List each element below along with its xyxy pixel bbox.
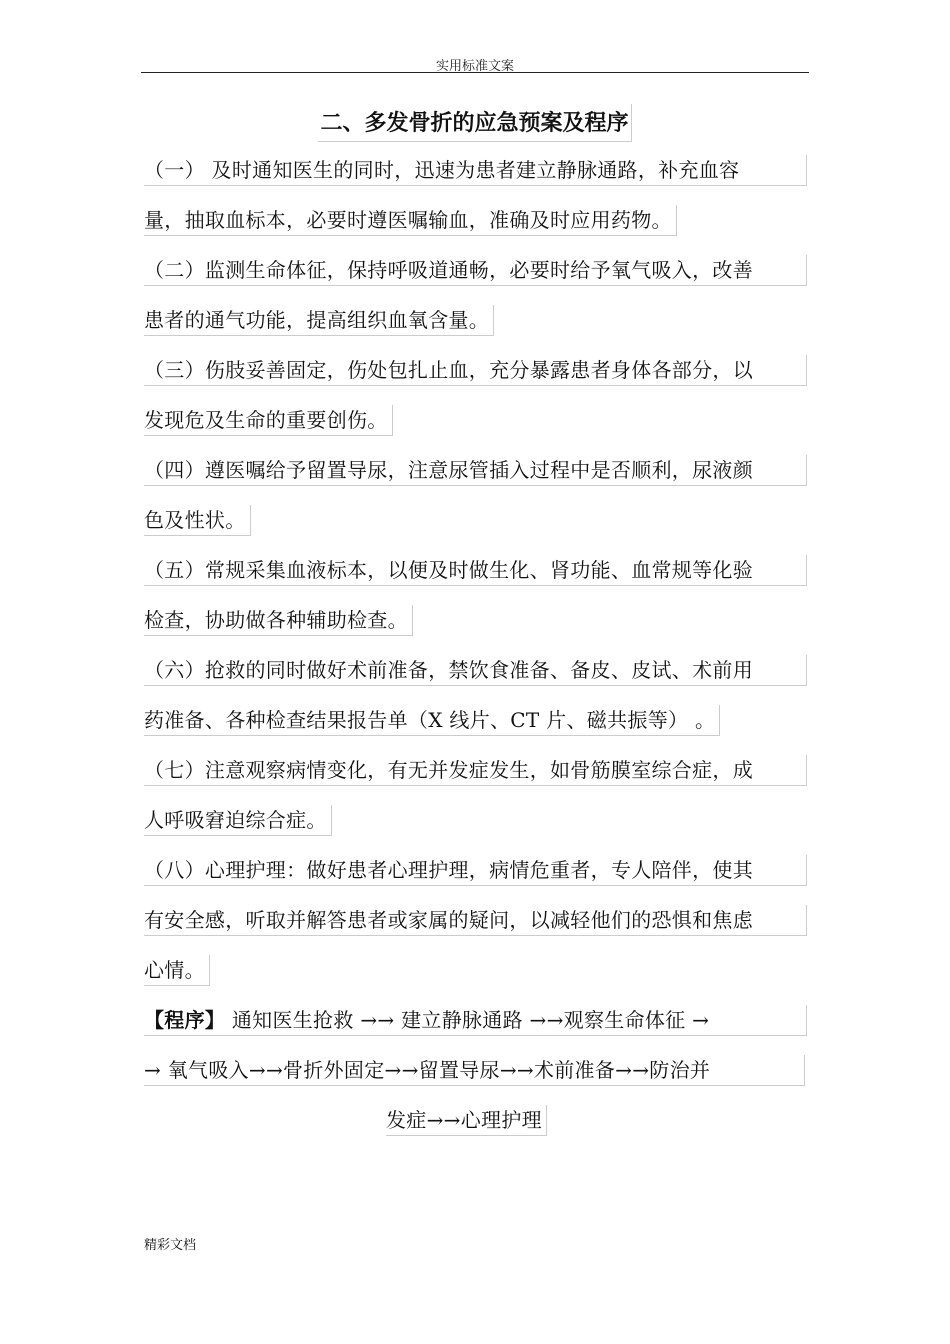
paragraph-line-12: 药准备、各种检查结果报告单（X 线片、CT 片、磁共振等） 。 xyxy=(144,705,720,736)
paragraph-line-5: （三）伤肢妥善固定，伤处包扎止血，充分暴露患者身体各部分，以 xyxy=(144,355,807,386)
page-header: 实用标准文案 xyxy=(435,59,514,74)
paragraph-line-13: （七）注意观察病情变化，有无并发症发生，如骨筋膜室综合症，成 xyxy=(144,755,807,786)
paragraph-line-14: 人呼吸窘迫综合症。 xyxy=(144,805,332,836)
procedure-label: 【程序】 xyxy=(144,1008,226,1032)
procedure-line-2: → 氧气吸入→→骨折外固定→→留置导尿→→术前准备→→防治并 xyxy=(144,1055,805,1086)
paragraph-line-11: （六）抢救的同时做好术前准备，禁饮食准备、备皮、皮试、术前用 xyxy=(144,655,807,686)
paragraph-line-15: （八）心理护理：做好患者心理护理，病情危重者，专人陪伴，使其 xyxy=(144,855,807,886)
procedure-line-1 xyxy=(144,1005,807,1036)
paragraph-line-7: （四）遵医嘱给予留置导尿，注意尿管插入过程中是否顺利，尿液颜 xyxy=(144,455,807,486)
paragraph-line-2: 量，抽取血标本，必要时遵医嘱输血，准确及时应用药物。 xyxy=(144,205,677,236)
paragraph-line-17: 心情。 xyxy=(144,955,210,986)
document-title: 二、多发骨折的应急预案及程序 xyxy=(318,104,631,142)
procedure-line-3: 发症→→心理护理 xyxy=(386,1105,547,1136)
procedure-text-1: 通知医生抢救 →→ 建立静脉通路 →→观察生命体征 → xyxy=(225,1008,710,1032)
paragraph-line-16: 有安全感，听取并解答患者或家属的疑问，以减轻他们的恐惧和焦虑 xyxy=(144,905,807,936)
paragraph-line-10: 检查，协助做各种辅助检查。 xyxy=(144,605,413,636)
paragraph-line-3: （二）监测生命体征，保持呼吸道通畅，必要时给予氧气吸入，改善 xyxy=(144,255,807,286)
paragraph-line-9: （五）常规采集血液标本，以便及时做生化、肾功能、血常规等化验 xyxy=(144,555,807,586)
header-divider xyxy=(141,72,809,73)
paragraph-line-8: 色及性状。 xyxy=(144,505,251,536)
paragraph-line-1: （一） 及时通知医生的同时，迅速为患者建立静脉通路，补充血容 xyxy=(144,155,807,186)
paragraph-line-4: 患者的通气功能，提高组织血氧含量。 xyxy=(144,305,494,336)
paragraph-line-6: 发现危及生命的重要创伤。 xyxy=(144,405,393,436)
page-footer: 精彩文档 xyxy=(144,1238,197,1253)
document-title-wrap xyxy=(0,104,950,142)
